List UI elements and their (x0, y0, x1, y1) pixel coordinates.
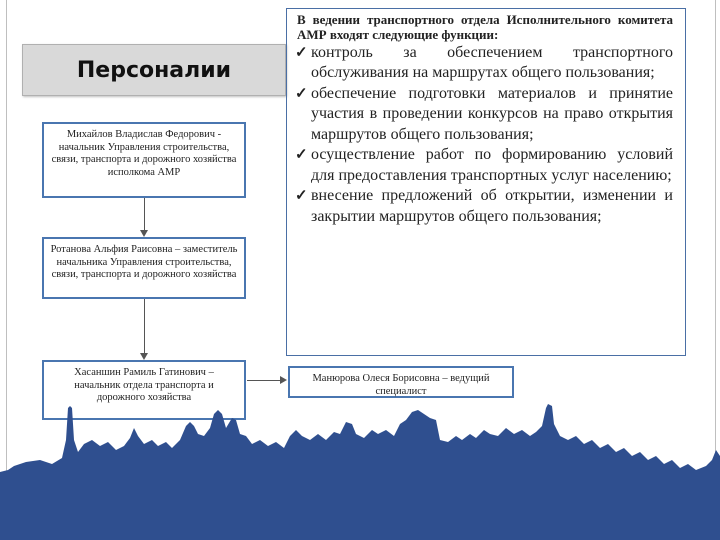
city-skyline-image (0, 400, 720, 540)
org-box-deputy: Ротанова Альфия Раисовна – заместитель начальника Управления строительства, связи, транспорта и дорожного хозяйства (42, 237, 246, 299)
check-icon: ✓ (295, 147, 308, 164)
list-item: ✓ внесение предложений об открытии, изменении и закрытии маршрутов общего пользования; (295, 187, 673, 225)
arrow-down-icon (144, 299, 145, 354)
functions-heading: В ведении транспортного отдела Исполнительного комитета АМР входят следующие функции: (297, 12, 673, 42)
check-icon: ✓ (295, 44, 308, 61)
functions-panel (286, 8, 686, 356)
org-box-specialist: Манюрова Олеся Борисовна – ведущий специалист (288, 366, 514, 398)
slide-title: Персоналии (22, 44, 286, 96)
arrow-right-icon (247, 380, 281, 381)
org-box-head: Михайлов Владислав Федорович - начальник Управления строительства, связи, транспорта и дорожного хозяйства исполкома АМР (42, 122, 246, 198)
check-icon: ✓ (295, 85, 308, 102)
list-item: ✓ осуществление работ по формированию условий для предоставления транспортных услуг населению; (295, 146, 673, 184)
check-icon: ✓ (295, 188, 308, 205)
list-item: ✓ контроль за обеспечением транспортного обслуживания на маршрутах общего пользования; (295, 43, 673, 82)
org-box-department-head: Хасаншин Рамиль Гатинович – начальник отдела транспорта и дорожного хозяйства (42, 360, 246, 420)
functions-list (293, 43, 673, 228)
list-item: ✓ обеспечение подготовки материалов и принятие участия в проведении конкурсов на право открытия маршрутов общего пользования; (295, 84, 673, 143)
arrow-down-icon (144, 198, 145, 231)
